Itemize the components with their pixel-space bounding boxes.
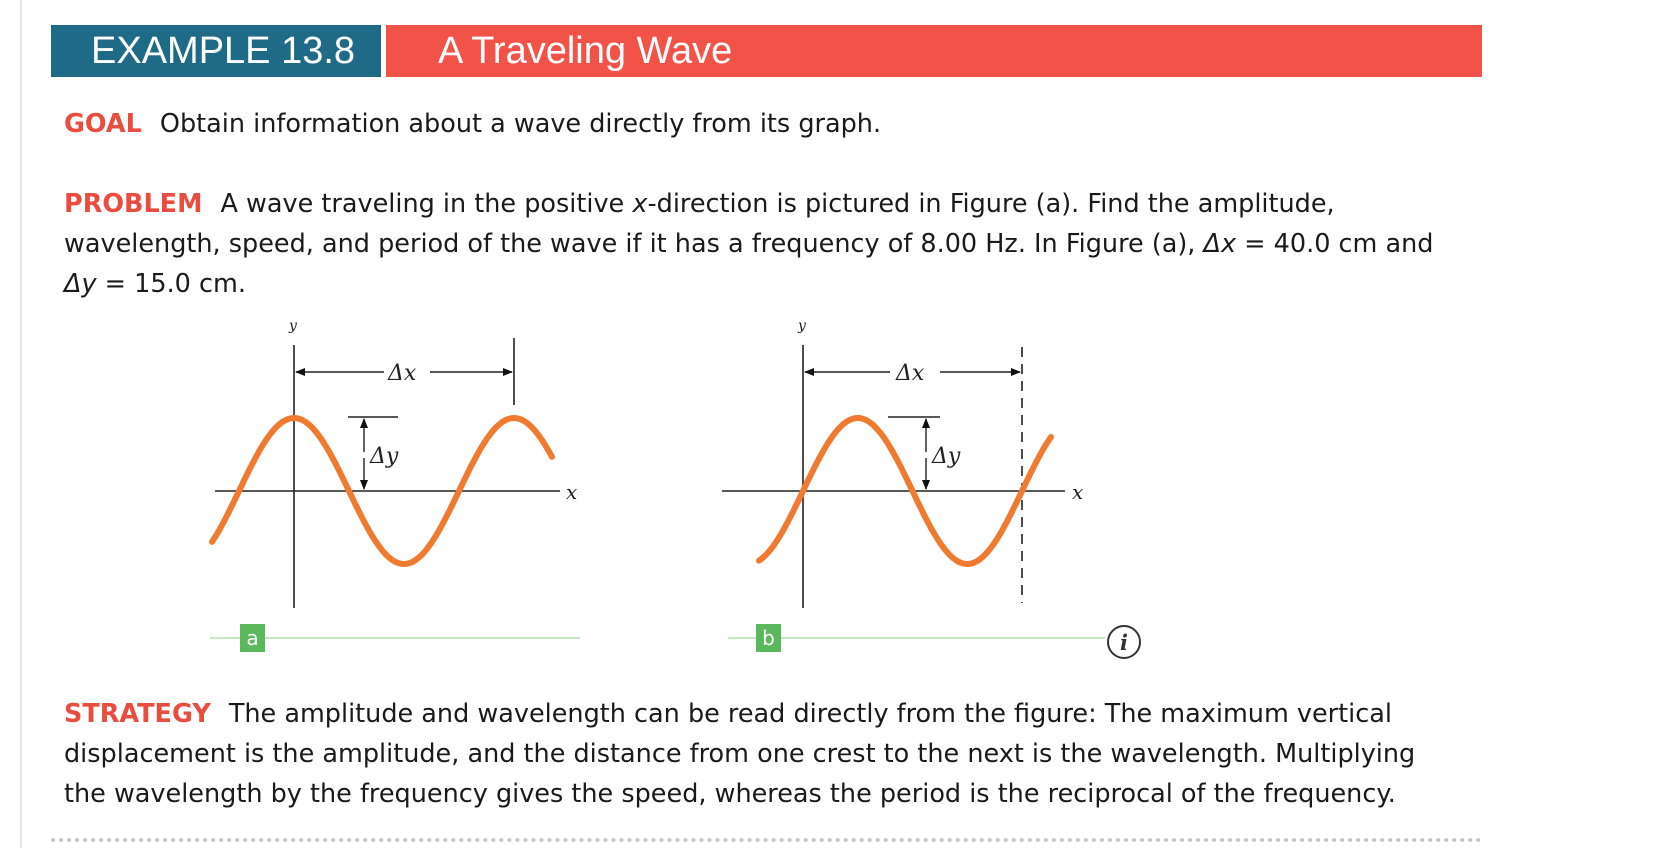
problem-text-1: A wave traveling in the positive — [220, 189, 633, 219]
goal-text: Obtain information about a wave directly from its graph. — [159, 109, 882, 139]
panel-b-x-axis-label: x — [1072, 480, 1084, 504]
problem-paragraph — [64, 184, 1464, 304]
panel-a — [210, 318, 580, 652]
problem-text-3: = 40.0 cm and — [1236, 229, 1434, 259]
wave-figure — [0, 310, 1150, 660]
goal-paragraph — [64, 104, 1464, 144]
panel-a-y-axis-label: y — [289, 318, 297, 334]
panel-b-label: b — [762, 626, 775, 650]
problem-delta-x: Δx — [1203, 229, 1237, 259]
goal-heading: GOAL — [64, 109, 142, 139]
panel-a-x-axis-label: x — [566, 480, 578, 504]
strategy-paragraph — [64, 694, 1464, 814]
info-button[interactable] — [1108, 626, 1140, 658]
problem-text-4: = 15.0 cm. — [96, 269, 246, 299]
info-icon-glyph: i — [1120, 630, 1128, 655]
problem-text-2: -direction is pictured in Figure (a). Find the amplitude, wavelength, speed, and period of the wave if it has a frequency of 8.00 Hz. In Figure (a), — [64, 189, 1335, 259]
problem-heading: PROBLEM — [64, 189, 203, 219]
example-number: EXAMPLE 13.8 — [51, 25, 381, 77]
panel-a-dx-label: Δx — [388, 361, 417, 386]
example-banner — [51, 25, 1482, 77]
panel-a-label: a — [246, 626, 259, 650]
strategy-heading: STRATEGY — [64, 699, 211, 729]
problem-delta-y: Δy — [64, 269, 97, 299]
problem-x-variable: x — [632, 189, 648, 219]
panel-a-dy-label: Δy — [370, 444, 399, 469]
panel-b-dy-label: Δy — [932, 444, 961, 469]
strategy-text: The amplitude and wavelength can be read directly from the figure: The maximum vertical displacement is the amplitude, and the distance from one crest to the next is the wavelength. Multiplying the wavelength by the frequency gives the speed, whereas the period is the reciprocal of the frequency. — [64, 699, 1416, 809]
panel-b — [722, 318, 1105, 652]
panel-b-y-axis-label: y — [798, 318, 806, 334]
example-title: A Traveling Wave — [386, 25, 1482, 77]
panel-b-dx-label: Δx — [896, 361, 925, 386]
section-divider — [51, 838, 1482, 842]
